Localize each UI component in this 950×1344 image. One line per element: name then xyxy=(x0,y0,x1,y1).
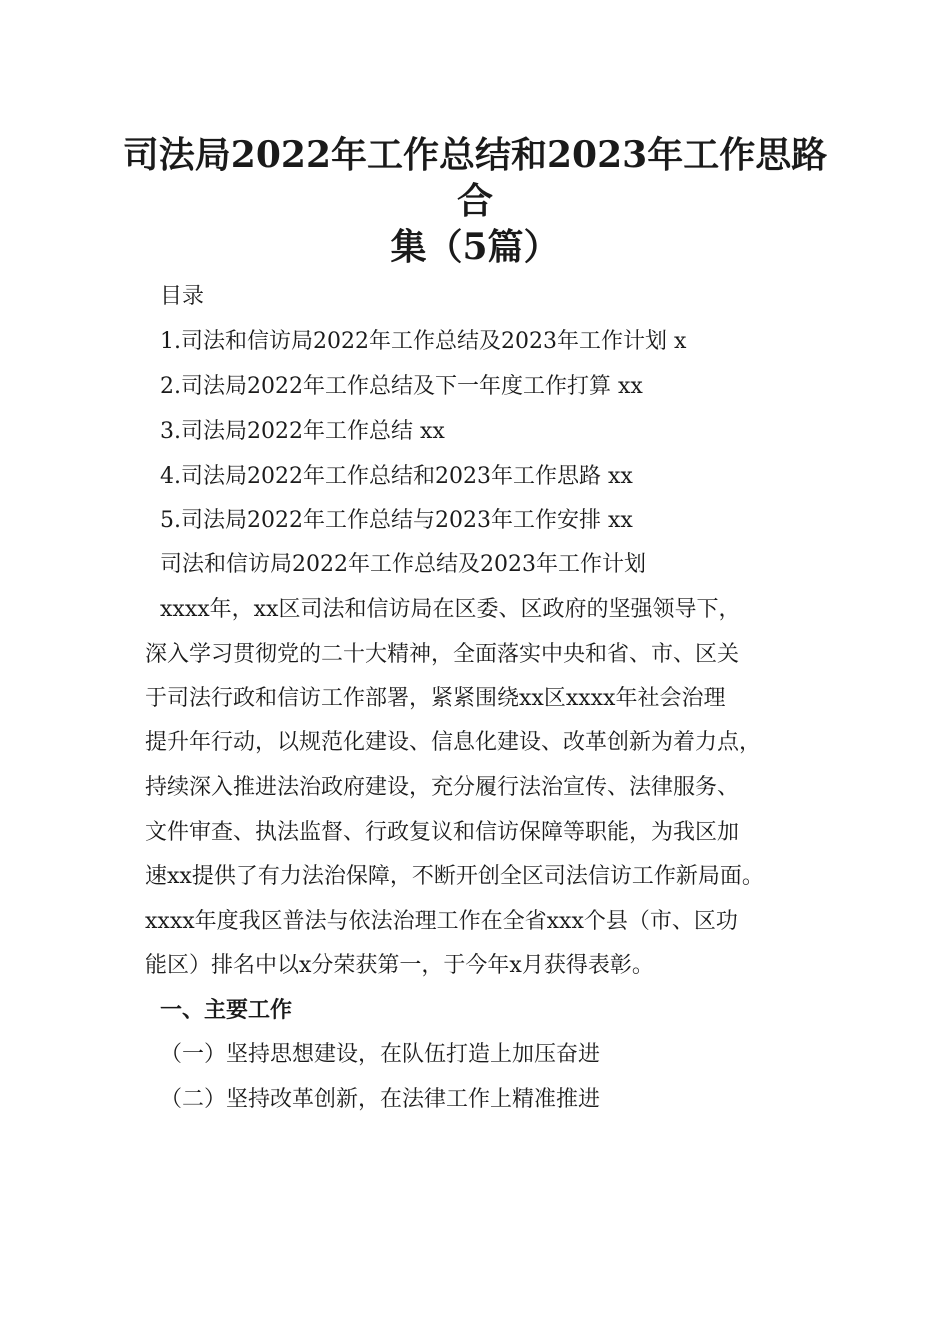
subheading: （一）坚持思想建设，在队伍打造上加压奋进 xyxy=(160,1042,601,1067)
body-line: 持续深入推进法治政府建设，充分履行法治宣传、法律服务、 xyxy=(145,775,740,800)
section-title: 司法和信访局2022年工作总结及2023年工作计划 xyxy=(160,552,646,577)
toc-item: 2.司法局2022年工作总结及下一年度工作打算 xx xyxy=(160,374,643,399)
body-line: 于司法行政和信访工作部署，紧紧围绕xx区xxxx年社会治理 xyxy=(145,686,726,711)
toc-item: 5.司法局2022年工作总结与2023年工作安排 xx xyxy=(160,508,633,533)
toc-item: 4.司法局2022年工作总结和2023年工作思路 xx xyxy=(160,464,633,489)
heading-main-work: 一、主要工作 xyxy=(160,998,293,1023)
body-line: 文件审查、执法监督、行政复议和信访保障等职能，为我区加 xyxy=(145,820,740,845)
toc-item: 3.司法局2022年工作总结 xx xyxy=(160,419,445,444)
body-line: 能区）排名中以x分荣获第一，于今年x月获得表彰。 xyxy=(145,953,654,978)
body-line: 深入学习贯彻党的二十大精神，全面落实中央和省、市、区关 xyxy=(145,642,740,667)
toc-heading: 目录 xyxy=(160,284,205,309)
body-line: 速xx提供了有力法治保障，不断开创全区司法信访工作新局面。 xyxy=(145,864,764,889)
body-line: xxxx年，xx区司法和信访局在区委、区政府的坚强领导下， xyxy=(160,597,741,622)
toc-item: 1.司法和信访局2022年工作总结及2023年工作计划 x xyxy=(160,329,687,354)
subheading: （二）坚持改革创新，在法律工作上精准推进 xyxy=(160,1087,601,1112)
body-line: xxxx年度我区普法与依法治理工作在全省xxx个县（市、区功 xyxy=(145,909,738,934)
title-line-1: 司法局2022年工作总结和2023年工作思路合 xyxy=(122,134,828,222)
document-title xyxy=(110,132,840,270)
body-line: 提升年行动，以规范化建设、信息化建设、改革创新为着力点， xyxy=(145,730,762,755)
title-line-2: 集（5篇） xyxy=(390,226,560,268)
